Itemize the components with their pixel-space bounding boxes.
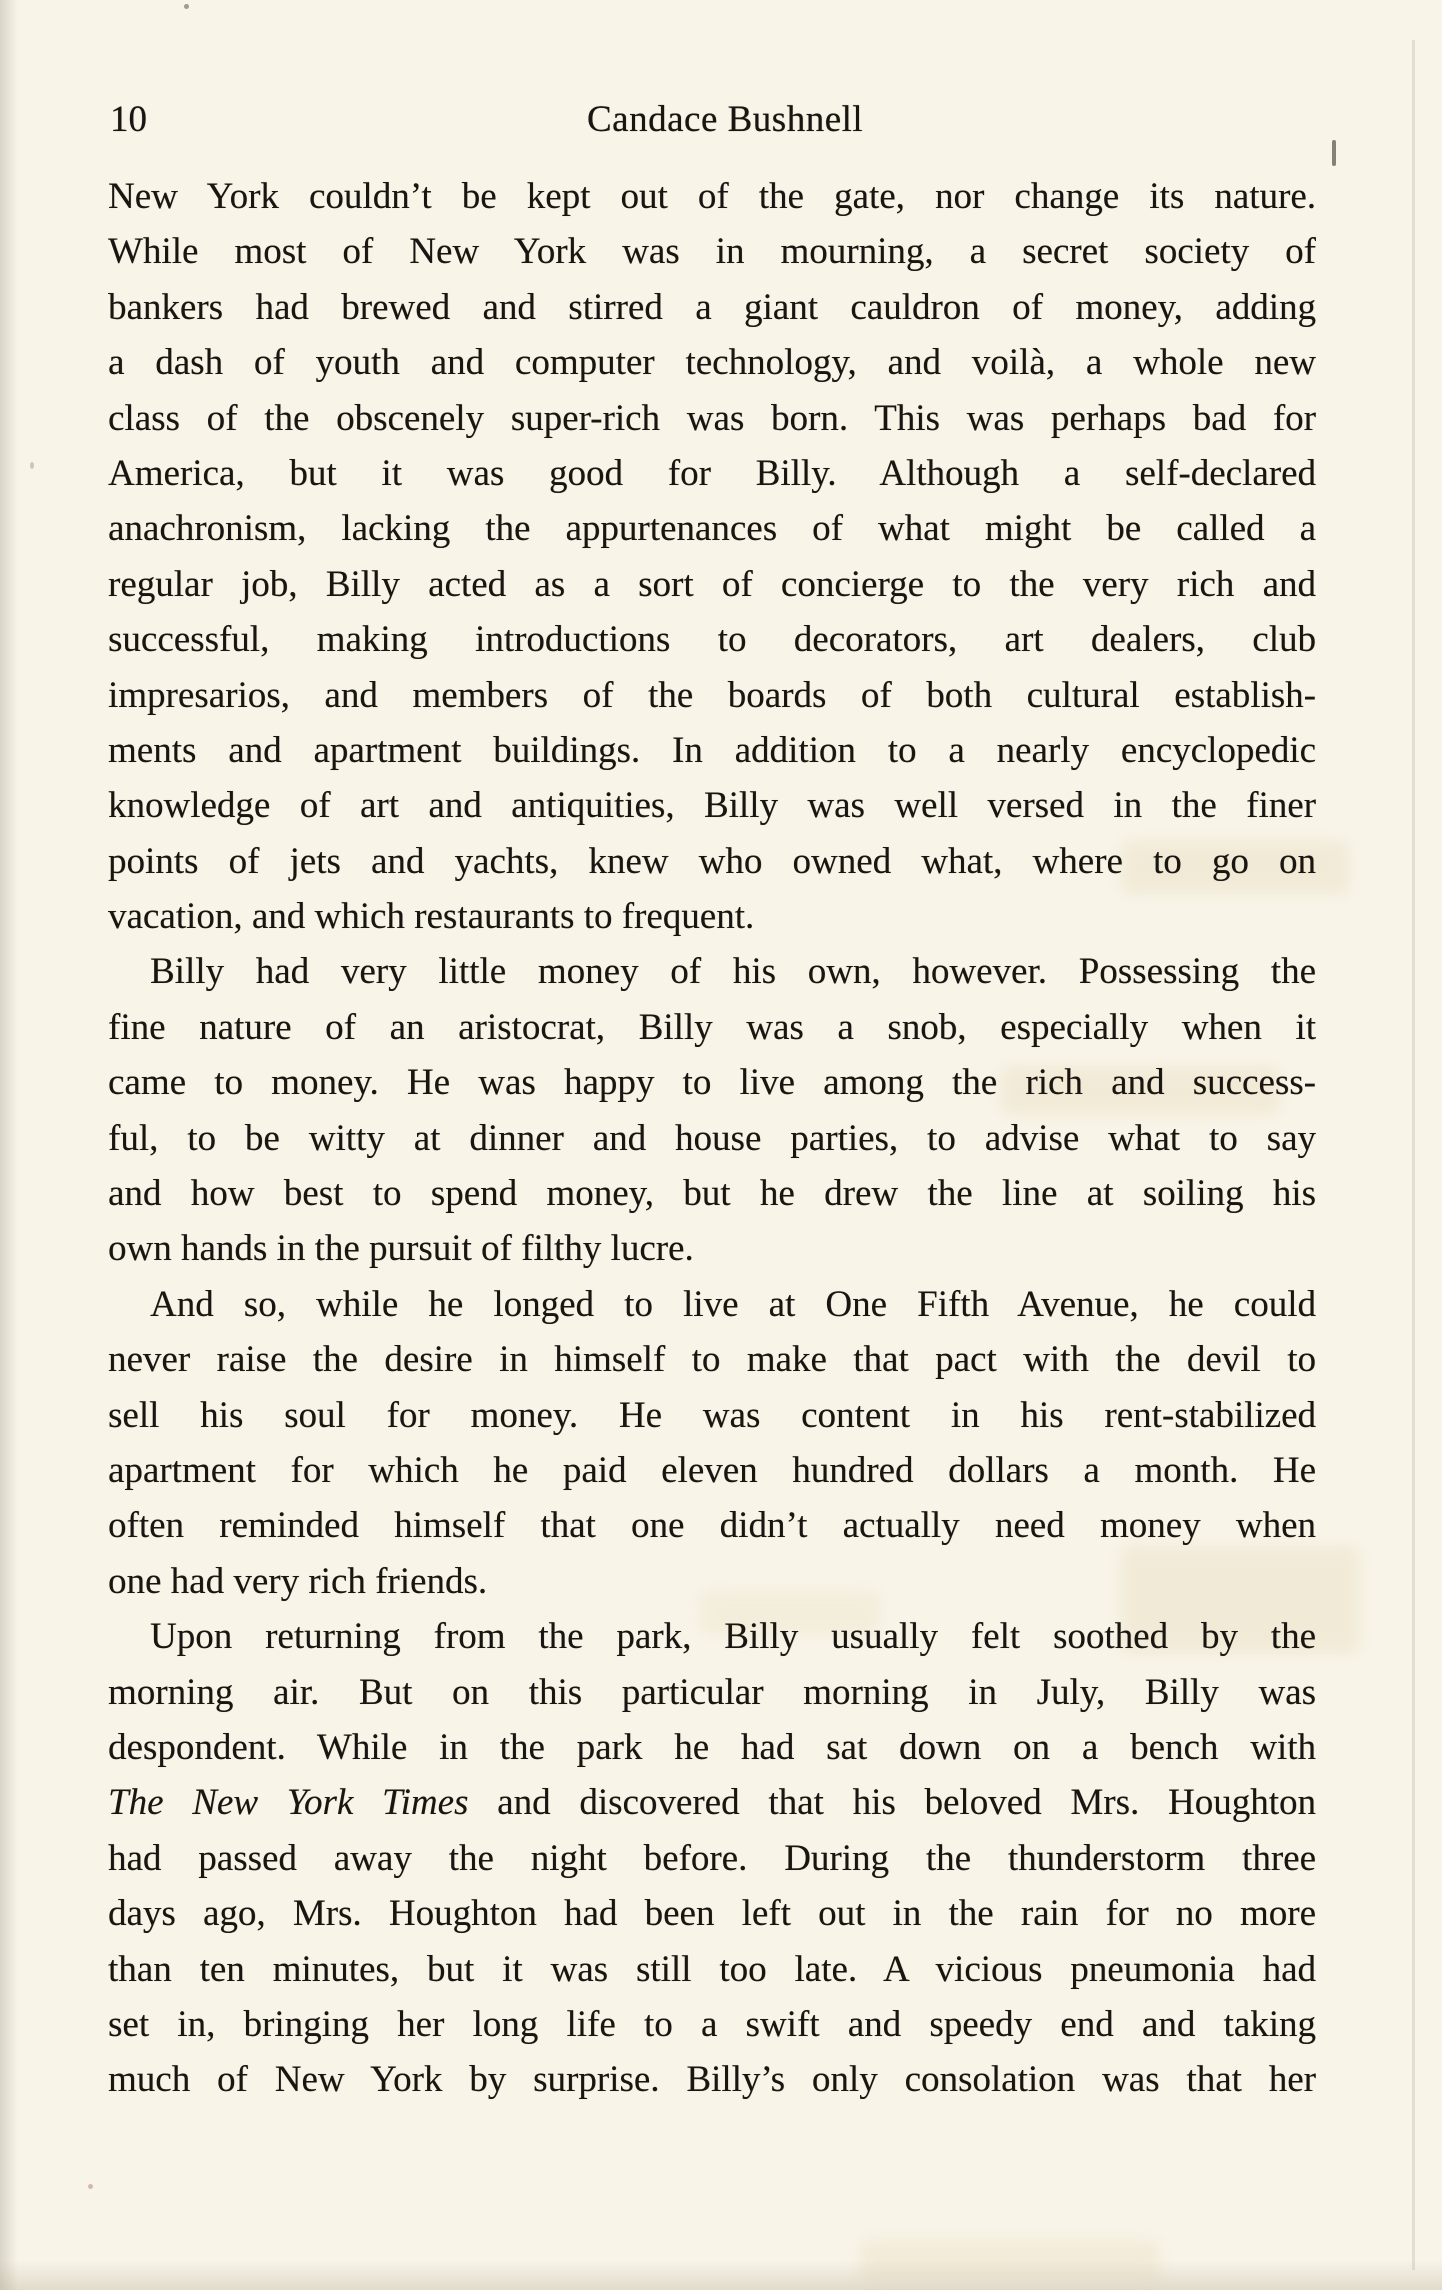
text-segment: vacation, and which restaurants to frequent.: [108, 896, 755, 938]
text-segment: ful, to be witty at dinner and house parties, to advise what to say: [108, 1117, 1316, 1159]
text-segment: New York couldn’t be kept out of the gate, nor change its nature.: [108, 176, 1316, 217]
text-line: [108, 1665, 1316, 1720]
italic-text-segment: The New York Times: [108, 1782, 469, 1824]
text-line: [108, 224, 1316, 279]
text-segment: bankers had brewed and stirred a giant cauldron of money, adding: [108, 286, 1316, 328]
text-line: [108, 280, 1316, 335]
page-header: [0, 98, 1442, 144]
text-segment: And so, while he longed to live at One Fifth Avenue, he could: [150, 1283, 1316, 1325]
text-segment: and discovered that his beloved Mrs. Houghton: [468, 1782, 1316, 1824]
scan-speck: [30, 462, 34, 469]
page-number: 10: [110, 99, 147, 140]
text-segment: anachronism, lacking the appurtenances of what might be called a: [108, 508, 1316, 550]
text-line: [108, 1388, 1316, 1443]
text-line: [108, 169, 1316, 224]
text-segment: impresarios, and members of the boards of both cultural establish-: [108, 674, 1316, 716]
text-segment: successful, making introductions to decorators, art dealers, club: [108, 619, 1316, 661]
scan-edge-shadow-bottom: [0, 2260, 1442, 2290]
text-segment: Billy had very little money of his own, however. Possessing the: [150, 951, 1316, 993]
text-line: [108, 1997, 1316, 2052]
text-line: [108, 1277, 1316, 1332]
text-segment: had passed away the night before. During the thunderstorm three: [108, 1837, 1316, 1879]
text-line: [108, 501, 1316, 556]
text-line: [108, 1221, 1316, 1276]
text-line: [108, 1443, 1316, 1498]
text-segment: days ago, Mrs. Houghton had been left out in the rain for no more: [108, 1893, 1316, 1935]
scan-speck: [88, 2184, 93, 2189]
text-segment: despondent. While in the park he had sat down on a bench with: [108, 1726, 1316, 1768]
text-line: [108, 889, 1316, 944]
text-line: [108, 1332, 1316, 1387]
text-line: [108, 1942, 1316, 1997]
text-line: [108, 557, 1316, 612]
text-segment: set in, bringing her long life to a swift and speedy end and taking: [108, 2003, 1316, 2045]
text-line: [108, 1000, 1316, 1055]
text-line: [108, 778, 1316, 833]
text-line: [108, 2052, 1316, 2107]
text-line: [108, 1609, 1316, 1664]
text-segment: fine nature of an aristocrat, Billy was a snob, especially when it: [108, 1006, 1316, 1048]
scan-edge-line-right: [1412, 40, 1415, 2270]
text-line: [108, 944, 1316, 999]
text-line: [108, 723, 1316, 778]
scan-edge-shadow-left: [0, 0, 18, 2290]
scan-speck: [184, 4, 189, 9]
text-line: [108, 1498, 1316, 1553]
text-line: [108, 1886, 1316, 1941]
running-header: Candace Bushnell: [587, 99, 864, 140]
text-segment: While most of New York was in mourning, a secret society of: [108, 231, 1316, 273]
text-segment: than ten minutes, but it was still too late. A vicious pneumonia had: [108, 1948, 1316, 1990]
text-line: [108, 1554, 1316, 1609]
text-segment: one had very rich friends.: [108, 1560, 488, 1602]
text-line: [108, 612, 1316, 667]
text-segment: never raise the desire in himself to make that pact with the devil to: [108, 1339, 1316, 1381]
text-segment: America, but it was good for Billy. Although a self-declared: [108, 452, 1316, 494]
text-line: [108, 1111, 1316, 1166]
text-line: [108, 391, 1316, 446]
text-line: [108, 446, 1316, 501]
text-segment: a dash of youth and computer technology, and voilà, a whole new: [108, 342, 1316, 384]
text-segment: apartment for which he paid eleven hundred dollars a month. He: [108, 1449, 1316, 1491]
text-segment: class of the obscenely super-rich was born. This was perhaps bad for: [108, 397, 1316, 439]
text-segment: knowledge of art and antiquities, Billy was well versed in the finer: [108, 785, 1316, 827]
text-line: [108, 1775, 1316, 1830]
text-line: [108, 1720, 1316, 1775]
text-line: [108, 834, 1316, 889]
text-segment: points of jets and yachts, knew who owned what, where to go on: [108, 840, 1316, 882]
text-line: [108, 335, 1316, 390]
text-segment: often reminded himself that one didn’t actually need money when: [108, 1505, 1316, 1547]
text-line: [108, 668, 1316, 723]
text-line: [108, 1831, 1316, 1886]
text-segment: came to money. He was happy to live among the rich and success-: [108, 1062, 1316, 1104]
text-segment: morning air. But on this particular morning in July, Billy was: [108, 1671, 1316, 1713]
text-segment: own hands in the pursuit of filthy lucre.: [108, 1228, 694, 1270]
text-segment: Upon returning from the park, Billy usually felt soothed by the: [150, 1616, 1316, 1658]
text-line: [108, 1055, 1316, 1110]
text-segment: much of New York by surprise. Billy’s only consolation was that her: [108, 2059, 1316, 2101]
text-segment: sell his soul for money. He was content in his rent-stabilized: [108, 1394, 1316, 1436]
text-segment: regular job, Billy acted as a sort of concierge to the very rich and: [108, 563, 1316, 605]
text-segment: and how best to spend money, but he drew the line at soiling his: [108, 1173, 1316, 1215]
body-text: [108, 169, 1316, 2108]
text-segment: ments and apartment buildings. In addition to a nearly encyclopedic: [108, 729, 1316, 771]
text-line: [108, 1166, 1316, 1221]
